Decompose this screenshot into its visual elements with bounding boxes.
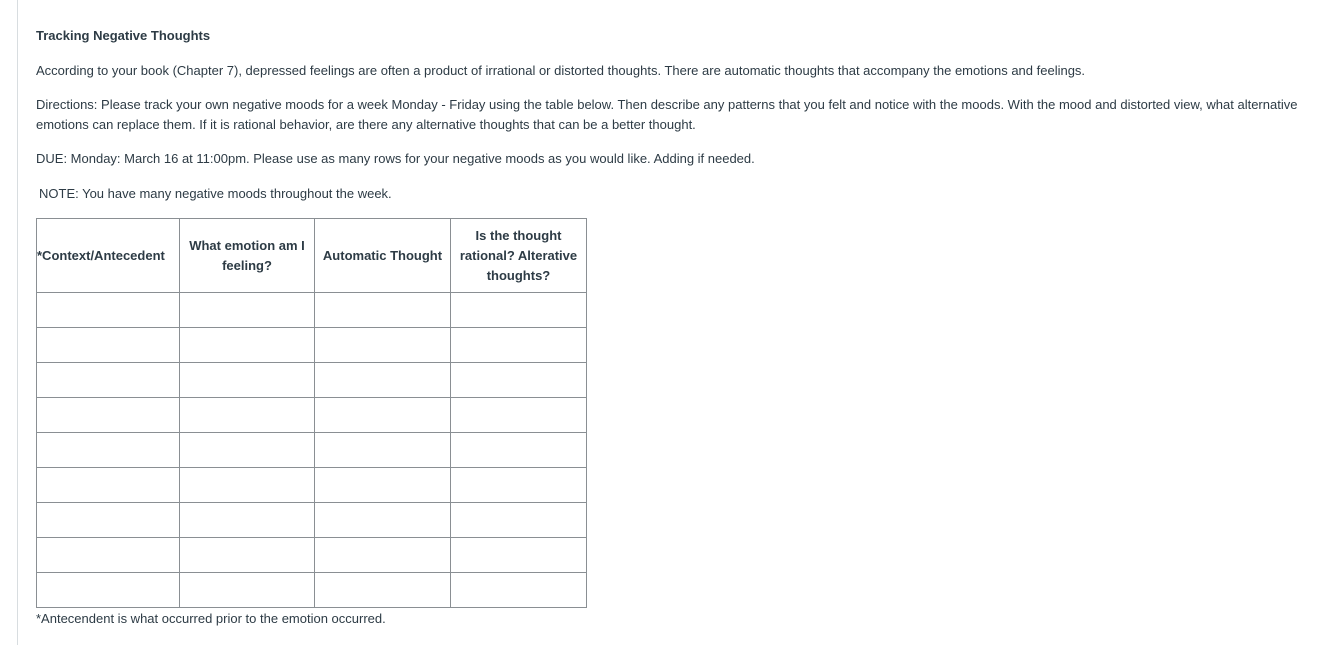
emotion-cell[interactable] [180, 328, 315, 363]
intro-paragraph: According to your book (Chapter 7), depressed feelings are often a product of irrational or distorted thoughts. There are automatic thoughts that accompany the emotions and feelings. [36, 63, 1086, 78]
context-cell[interactable] [37, 363, 180, 398]
header-rational-alternative: Is the thought rational? Alterative thoughts? [451, 219, 587, 293]
context-cell[interactable] [37, 538, 180, 573]
emotion-cell[interactable] [180, 538, 315, 573]
alternative-thought-cell[interactable] [451, 398, 587, 433]
header-emotion: What emotion am I feeling? [180, 219, 315, 293]
alternative-thought-cell[interactable] [451, 433, 587, 468]
table-row [37, 328, 587, 363]
table-row [37, 363, 587, 398]
alternative-thought-cell[interactable] [451, 538, 587, 573]
alternative-thought-cell[interactable] [451, 363, 587, 398]
header-context-antecedent: *Context/Antecedent [37, 219, 180, 293]
directions-paragraph: Directions: Please track your own negative moods for a week Monday - Friday using the table below. Then describe any patterns that you felt and notice with the moods. With the mood and distorted view, what alternative emotions can replace them. If it is rational behavior, are there any alternative thoughts that can be a better thought. [36, 97, 1298, 132]
automatic-thought-cell[interactable] [315, 468, 451, 503]
table-row [37, 468, 587, 503]
table-row [37, 293, 587, 328]
context-cell[interactable] [37, 398, 180, 433]
automatic-thought-cell[interactable] [315, 538, 451, 573]
header-automatic-thought: Automatic Thought [315, 219, 451, 293]
automatic-thought-cell[interactable] [315, 363, 451, 398]
antecedent-footnote: *Antecendent is what occurred prior to the emotion occurred. [36, 611, 386, 626]
automatic-thought-cell[interactable] [315, 573, 451, 608]
emotion-cell[interactable] [180, 468, 315, 503]
assignment-title: Tracking Negative Thoughts [36, 28, 211, 43]
context-cell[interactable] [37, 573, 180, 608]
context-cell[interactable] [37, 433, 180, 468]
table-row [37, 503, 587, 538]
due-date-paragraph: DUE: Monday: March 16 at 11:00pm. Please use as many rows for your negative moods as you would like. Adding if needed. [36, 151, 755, 166]
alternative-thought-cell[interactable] [451, 468, 587, 503]
content-left-border [17, 0, 18, 645]
automatic-thought-cell[interactable] [315, 503, 451, 538]
context-cell[interactable] [37, 293, 180, 328]
emotion-cell[interactable] [180, 503, 315, 538]
table-row [37, 538, 587, 573]
automatic-thought-cell[interactable] [315, 433, 451, 468]
alternative-thought-cell[interactable] [451, 503, 587, 538]
emotion-cell[interactable] [180, 293, 315, 328]
emotion-cell[interactable] [180, 363, 315, 398]
context-cell[interactable] [37, 503, 180, 538]
context-cell[interactable] [37, 328, 180, 363]
emotion-cell[interactable] [180, 433, 315, 468]
thought-tracking-table [36, 218, 587, 608]
automatic-thought-cell[interactable] [315, 398, 451, 433]
context-cell[interactable] [37, 468, 180, 503]
emotion-cell[interactable] [180, 398, 315, 433]
table-row [37, 433, 587, 468]
table-body [37, 293, 587, 608]
automatic-thought-cell[interactable] [315, 328, 451, 363]
alternative-thought-cell[interactable] [451, 328, 587, 363]
table-row [37, 573, 587, 608]
table-row [37, 398, 587, 433]
emotion-cell[interactable] [180, 573, 315, 608]
alternative-thought-cell[interactable] [451, 573, 587, 608]
table-header-row [37, 219, 587, 293]
note-paragraph: NOTE: You have many negative moods throughout the week. [39, 186, 392, 201]
automatic-thought-cell[interactable] [315, 293, 451, 328]
alternative-thought-cell[interactable] [451, 293, 587, 328]
